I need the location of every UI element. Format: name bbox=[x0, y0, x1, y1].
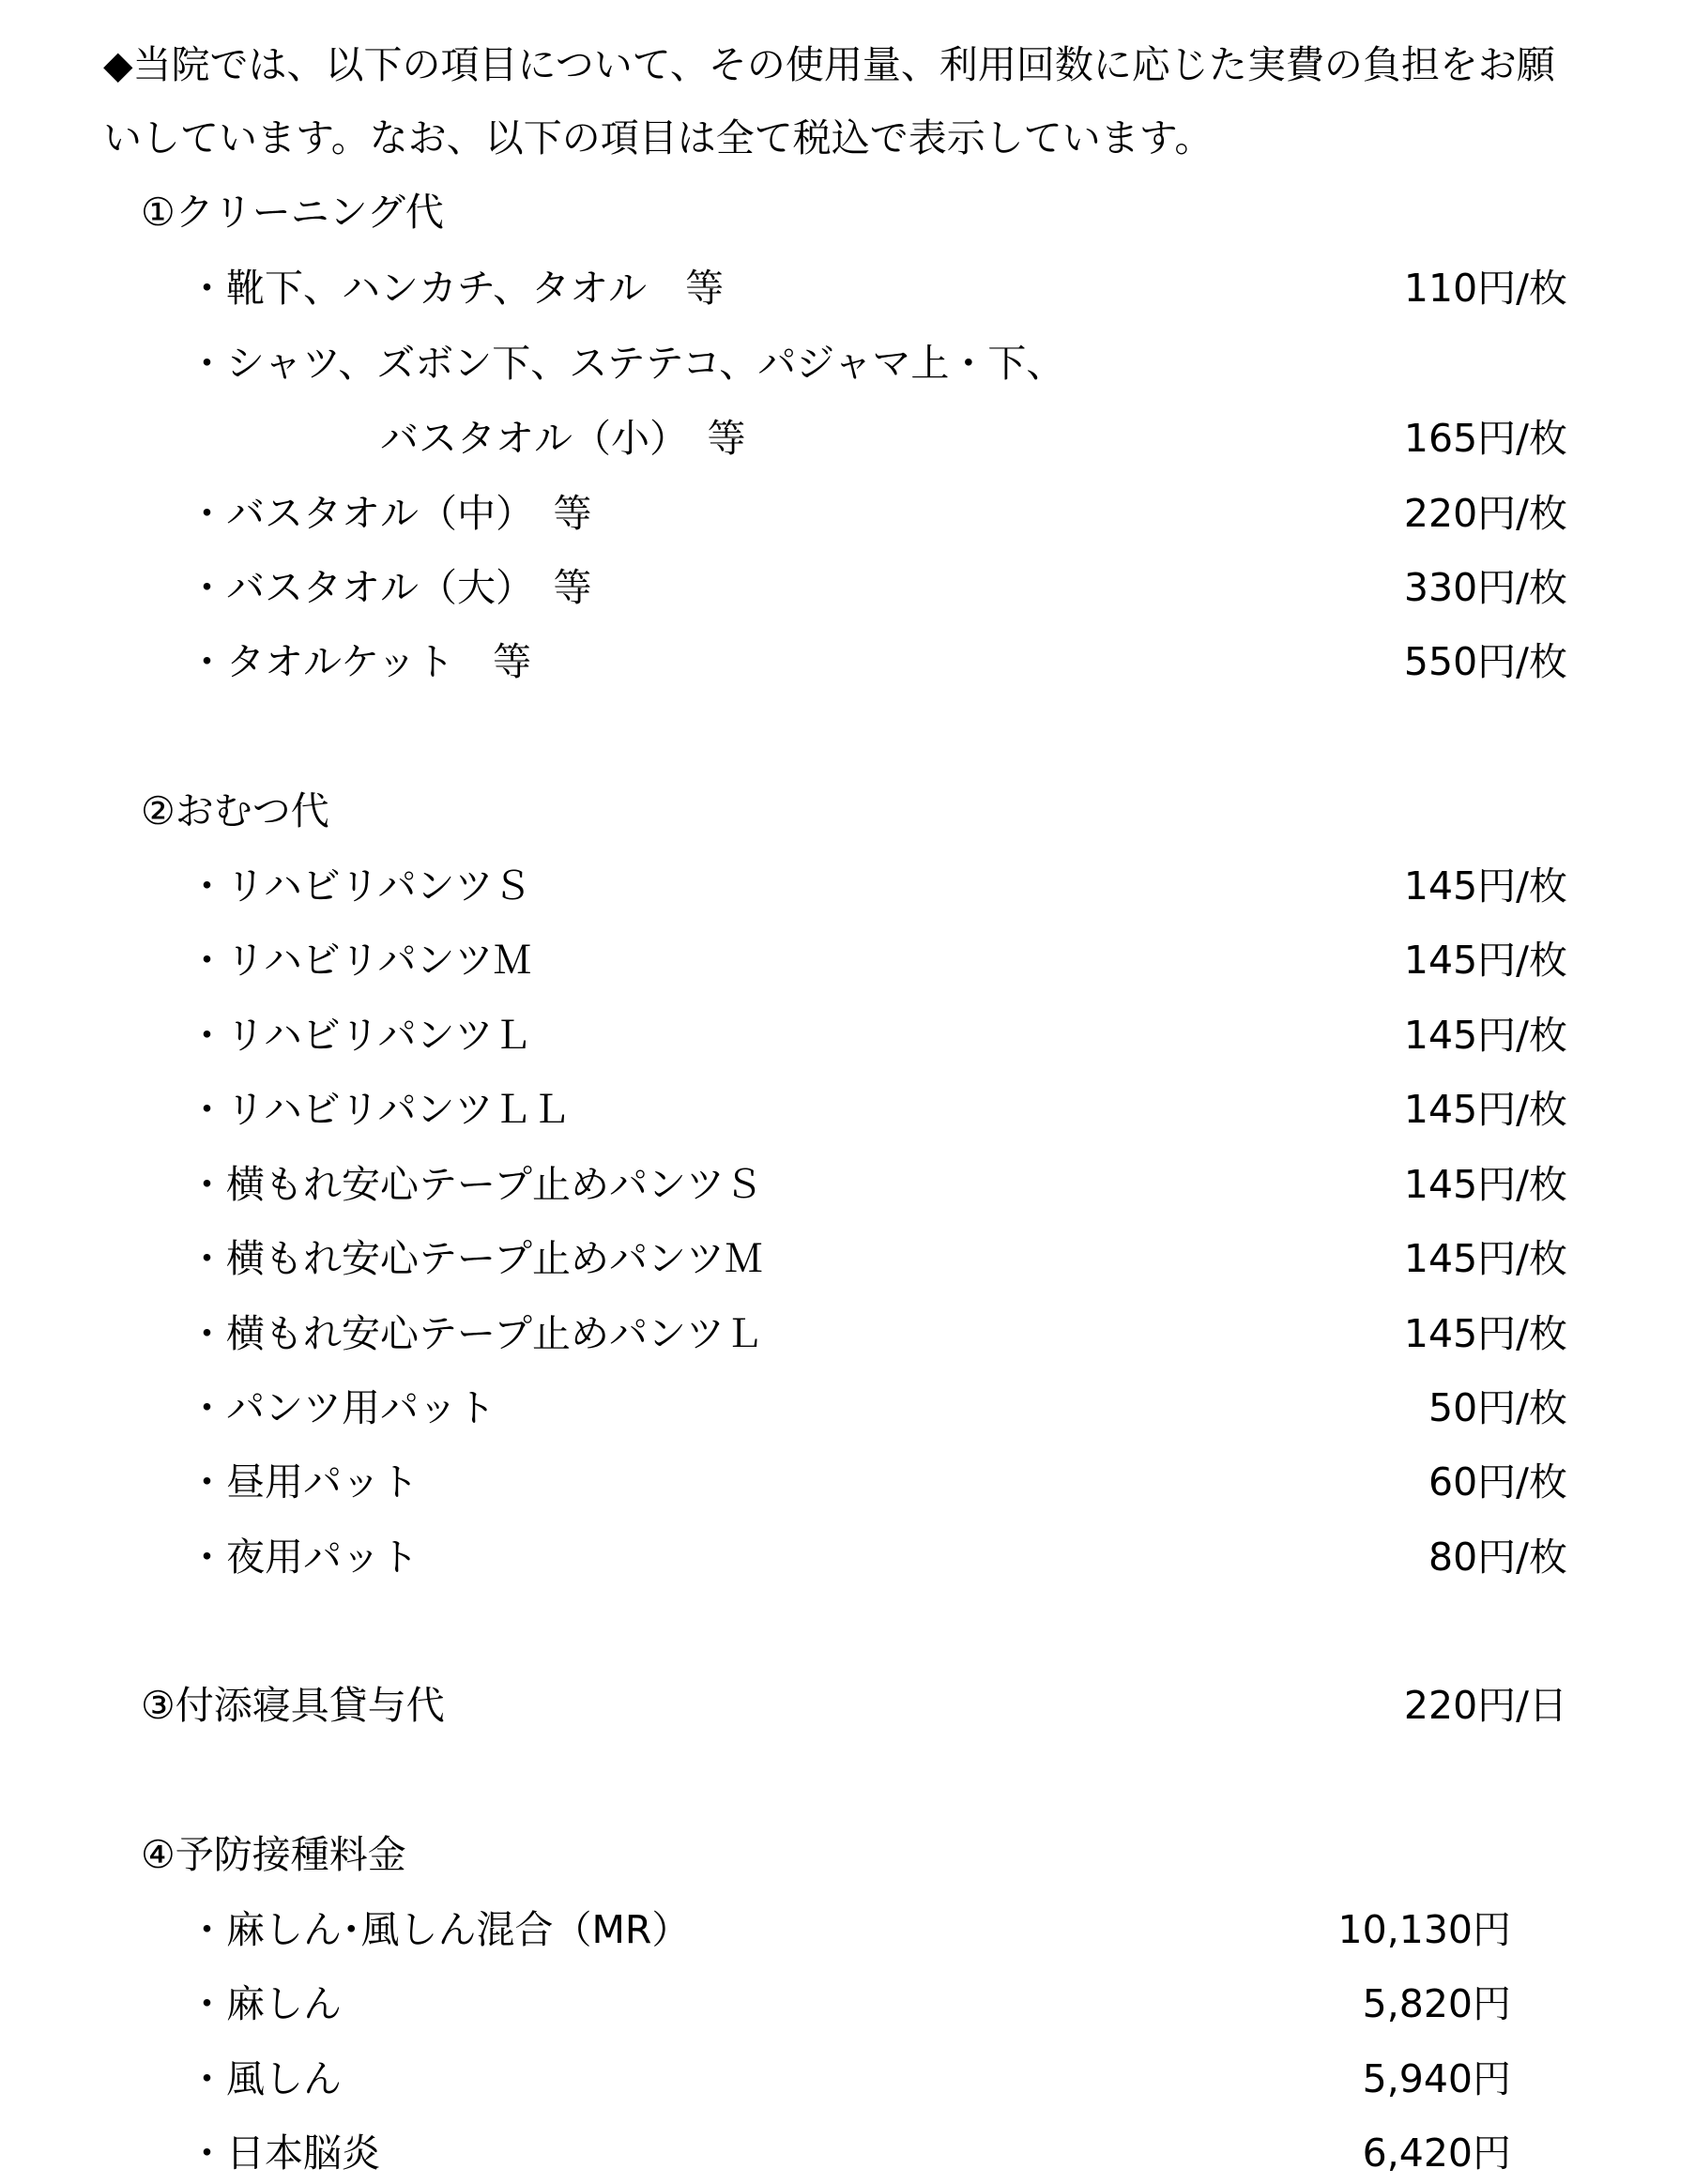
cleaning-item-price: 550円/枚 bbox=[1403, 639, 1567, 684]
vaccination-item-price: 10,130円 bbox=[1337, 1907, 1511, 1952]
section-heading-bedding: ③付添寝具貸与代 bbox=[141, 1683, 445, 1728]
section-heading-diapers: ②おむつ代 bbox=[141, 788, 329, 833]
intro-line-2: いしています。なお、以下の項目は全て税込で表示しています。 bbox=[103, 115, 1214, 160]
diaper-item-label: ・リハビリパンツＭ bbox=[188, 938, 532, 983]
diaper-item-label: ・横もれ安心テープ止めパンツＭ bbox=[188, 1236, 763, 1281]
vaccination-item-price: 5,820円 bbox=[1362, 1981, 1511, 2026]
cleaning-item-price: 110円/枚 bbox=[1403, 266, 1567, 311]
vaccination-item-price: 6,420円 bbox=[1362, 2131, 1511, 2176]
cleaning-item-label: ・靴下、ハンカチ、タオル 等 bbox=[188, 266, 725, 311]
vaccination-item-label: ・日本脳炎 bbox=[188, 2131, 380, 2176]
intro-line-1: ◆当院では、以下の項目について、その使用量、利用回数に応じた実費の負担をお願 bbox=[103, 42, 1555, 87]
cleaning-item-price: 330円/枚 bbox=[1403, 565, 1567, 610]
diaper-item-label: ・横もれ安心テープ止めパンツＬ bbox=[188, 1311, 763, 1356]
vaccination-item-label: ・麻しん bbox=[188, 1981, 342, 2026]
diaper-item-price: 145円/枚 bbox=[1403, 1013, 1567, 1058]
diaper-item-price: 60円/枚 bbox=[1428, 1459, 1567, 1504]
diaper-item-label: ・夜用パット bbox=[188, 1535, 419, 1580]
diaper-item-label: ・昼用パット bbox=[188, 1459, 419, 1504]
cleaning-item-label-continued: バスタオル（小） 等 bbox=[380, 416, 746, 461]
diaper-item-price: 145円/枚 bbox=[1403, 1236, 1567, 1281]
diaper-item-price: 50円/枚 bbox=[1428, 1385, 1567, 1430]
vaccination-item-label: ・麻しん･風しん混合（MR） bbox=[188, 1907, 691, 1952]
section-heading-vaccination: ④予防接種料金 bbox=[141, 1832, 406, 1877]
diaper-item-price: 145円/枚 bbox=[1403, 863, 1567, 909]
diaper-item-price: 145円/枚 bbox=[1403, 1162, 1567, 1207]
diaper-item-price: 145円/枚 bbox=[1403, 938, 1567, 983]
diaper-item-label: ・リハビリパンツＳ bbox=[188, 863, 532, 909]
cleaning-item-label: ・バスタオル（中） 等 bbox=[188, 491, 592, 536]
cleaning-item-label: ・タオルケット 等 bbox=[188, 639, 532, 684]
bedding-price: 220円/日 bbox=[1403, 1683, 1567, 1728]
diaper-item-price: 145円/枚 bbox=[1403, 1087, 1567, 1132]
diaper-item-price: 145円/枚 bbox=[1403, 1311, 1567, 1356]
section-heading-cleaning: ①クリーニング代 bbox=[141, 190, 444, 235]
diaper-item-label: ・パンツ用パット bbox=[188, 1385, 496, 1430]
diaper-item-label: ・リハビリパンツＬ bbox=[188, 1013, 532, 1058]
vaccination-item-label: ・風しん bbox=[188, 2056, 342, 2101]
diaper-item-price: 80円/枚 bbox=[1428, 1535, 1567, 1580]
diaper-item-label: ・リハビリパンツＬＬ bbox=[188, 1087, 571, 1132]
cleaning-item-label: ・シャツ、ズボン下、ステテコ、パジャマ上・下、 bbox=[188, 341, 1065, 386]
cleaning-item-price: 165円/枚 bbox=[1403, 416, 1567, 461]
cleaning-item-label: ・バスタオル（大） 等 bbox=[188, 565, 592, 610]
vaccination-item-price: 5,940円 bbox=[1362, 2056, 1511, 2101]
cleaning-item-price: 220円/枚 bbox=[1403, 491, 1567, 536]
diaper-item-label: ・横もれ安心テープ止めパンツＳ bbox=[188, 1162, 763, 1207]
